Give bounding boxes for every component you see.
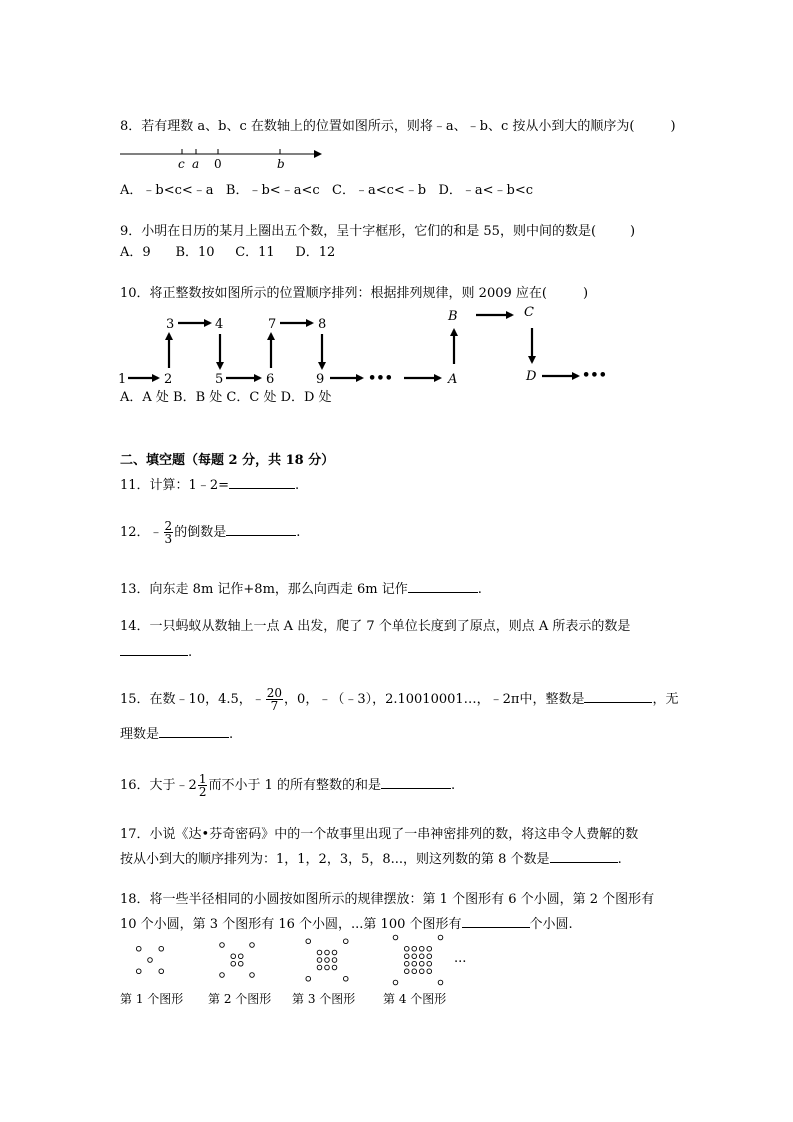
q16-fraction xyxy=(198,773,208,798)
q13-stem: 13．向东走 8m 记作+8m，那么向西走 6m 记作 xyxy=(120,582,408,597)
q10-num-7: 7 xyxy=(268,317,277,332)
q17-answer-blank xyxy=(550,848,618,863)
q15-tail: ，无 xyxy=(652,692,679,707)
q18-corner-circle xyxy=(343,976,348,981)
q15-integer-blank xyxy=(584,688,652,703)
q18-grid-circle xyxy=(419,961,424,966)
q18-grid-circle xyxy=(332,950,337,955)
q15-irrational-blank xyxy=(159,723,229,738)
q18-corner-circle xyxy=(393,980,398,985)
q18-grid-circle xyxy=(412,946,417,951)
q10-letter-a: A xyxy=(448,372,458,387)
q18-grid-circle xyxy=(332,965,337,970)
q18-corner-circle xyxy=(220,943,225,948)
q18-grid-circle xyxy=(238,961,243,966)
q8-number-line xyxy=(118,144,328,174)
q9-stem xyxy=(120,224,635,240)
q10-num-5: 5 xyxy=(215,372,224,387)
q10-num-1: 1 xyxy=(118,372,127,387)
q18-grid-circle xyxy=(427,961,432,966)
q18-ellipsis: ... xyxy=(454,951,467,966)
q12-prefix: 12．﹣ xyxy=(120,525,163,540)
q18-grid-circle xyxy=(404,961,409,966)
q10-stem-text: 10．将正整数按如图所示的位置顺序排列：根据排列规律，则 2009 应在( xyxy=(120,286,547,301)
q14-end: . xyxy=(188,645,193,660)
q18-corner-circle xyxy=(306,976,311,981)
q18-grid-circle xyxy=(412,961,417,966)
q11-stem: 11．计算：1﹣2= xyxy=(120,478,229,493)
q8-paren-close: ) xyxy=(670,119,676,134)
q15-mid: ，0，﹣（﹣3），2.10010001…，﹣2π中，整数是 xyxy=(284,692,585,707)
q18-caption-4: 第 4 个图形 xyxy=(383,992,447,1006)
q18-grid-circle xyxy=(317,965,322,970)
q17-line2 xyxy=(120,848,622,868)
q18-corner-circle xyxy=(136,969,141,974)
q10-num-3: 3 xyxy=(166,317,175,332)
q13 xyxy=(120,578,482,598)
q18-corner-circle xyxy=(250,943,255,948)
q18-grid-circle xyxy=(325,958,330,963)
q9-stem-text: 9．小明在日历的某月上圈出五个数，呈十字框形，它们的和是 55，则中间的数是( xyxy=(120,224,597,239)
q18-grid-circle xyxy=(325,950,330,955)
q18-grid-circle xyxy=(148,958,153,963)
q18-grid-circle xyxy=(427,954,432,959)
q9-options: A．9 B．10 C．11 D．12 xyxy=(120,245,336,260)
q18-caption-3: 第 3 个图形 xyxy=(292,992,356,1006)
q18-corner-circle xyxy=(438,935,443,940)
q11 xyxy=(120,474,299,494)
q14-line2 xyxy=(120,641,192,661)
q12-end: . xyxy=(296,525,301,540)
q12-denominator: 3 xyxy=(164,532,173,546)
q10-letter-d: D xyxy=(526,369,537,384)
q18-grid-circle xyxy=(404,946,409,951)
q16-end: . xyxy=(451,778,456,793)
q12-fraction xyxy=(164,520,174,545)
q18-grid-circle xyxy=(419,954,424,959)
q18-grid-circle xyxy=(427,969,432,974)
q8-label-b: b xyxy=(277,157,285,171)
q18-corner-circle xyxy=(306,939,311,944)
q18-grid-circle xyxy=(238,954,243,959)
q13-answer-blank xyxy=(408,578,478,593)
q15-line2 xyxy=(120,723,233,743)
q18-line1: 18．将一些半径相同的小圆按如图所示的规律摆放：第 1 个图形有 6 个小圆，第 2 个图形有 xyxy=(120,892,655,907)
q16-prefix: 16．大于﹣2 xyxy=(120,778,197,793)
q18-grid-circle xyxy=(419,946,424,951)
q18-corner-circle xyxy=(393,935,398,940)
q10-paren-close: ) xyxy=(582,286,589,301)
q15-line1 xyxy=(120,685,679,715)
q16-suffix: 而不小于 1 的所有整数的和是 xyxy=(208,778,382,793)
q18-corner-circle xyxy=(220,973,225,978)
q10-letter-c: C xyxy=(524,305,534,320)
q8-label-a: a xyxy=(192,157,200,171)
q12-answer-blank xyxy=(226,521,296,536)
q18-grid-circle xyxy=(427,946,432,951)
q10-num-2: 2 xyxy=(164,372,173,387)
q15-numerator: 20 xyxy=(266,686,283,700)
q15-line2-text: 理数是 xyxy=(120,727,160,742)
q18-caption-1: 第 1 个图形 xyxy=(120,992,184,1006)
q16-answer-blank xyxy=(381,774,451,789)
q18-grid-circle xyxy=(404,969,409,974)
q10-diagram xyxy=(112,300,612,392)
q16 xyxy=(120,771,455,801)
q10-ellipsis-2: ••• xyxy=(582,368,607,383)
q10-letter-b: B xyxy=(448,309,458,324)
q18-answer-blank xyxy=(462,913,530,928)
q15-fraction xyxy=(266,687,283,712)
q16-numerator: 1 xyxy=(198,772,207,786)
q10-num-9: 9 xyxy=(316,372,325,387)
q10-options: A．A 处 B．B 处 C．C 处 D．D 处 xyxy=(120,390,332,405)
q8-stem xyxy=(120,119,676,135)
q12-suffix: 的倒数是 xyxy=(174,525,227,540)
q8-label-c: c xyxy=(178,157,185,171)
q18-grid-circle xyxy=(412,954,417,959)
q17-line2-text: 按从小到大的顺序排列为：1，1，2，3，5，8...，则这列数的第 8 个数是 xyxy=(120,852,550,867)
q18-grid-circle xyxy=(325,965,330,970)
q18-figures xyxy=(110,930,490,990)
q10-num-6: 6 xyxy=(266,372,275,387)
q18-grid-circle xyxy=(317,950,322,955)
q18-corner-circle xyxy=(159,946,164,951)
q8-options: A．﹣b<c<﹣a B．﹣b<﹣a<c C．﹣a<c<﹣b D．﹣a<﹣b<c xyxy=(120,183,534,198)
q18-caption-2: 第 2 个图形 xyxy=(208,992,272,1006)
q12-numerator: 2 xyxy=(164,519,173,533)
q13-end: . xyxy=(477,582,482,597)
q18-circle-group xyxy=(136,935,442,985)
q16-denominator: 2 xyxy=(198,785,207,799)
q17-line1: 17．小说《达•芬奇密码》中的一个故事里出现了一串神密排列的数，将这串令人费解的数 xyxy=(120,827,639,842)
q18-corner-circle xyxy=(136,946,141,951)
q10-num-4: 4 xyxy=(215,317,224,332)
q18-line2a: 10 个小圆，第 3 个图形有 16 个小圆，...第 100 个图形有 xyxy=(120,917,462,932)
q18-corner-circle xyxy=(438,980,443,985)
q18-corner-circle xyxy=(159,969,164,974)
q18-grid-circle xyxy=(317,958,322,963)
q18-grid-circle xyxy=(231,954,236,959)
q11-answer-blank xyxy=(229,474,295,489)
q11-end: . xyxy=(294,478,300,493)
q15-denominator: 7 xyxy=(270,699,279,713)
q14-line1: 14．一只蚂蚁从数轴上一点 A 出发，爬了 7 个单位长度到了原点，则点 A 所表示的数是 xyxy=(120,619,631,634)
q18-line2b: 个小圆. xyxy=(529,917,573,932)
q18-corner-circle xyxy=(343,939,348,944)
q8-stem-text: 8．若有理数 a、b、c 在数轴上的位置如图所示，则将﹣a、﹣b、c 按从小到大的顺序为( xyxy=(120,119,635,134)
q18-grid-circle xyxy=(412,969,417,974)
q18-grid-circle xyxy=(404,954,409,959)
q18-grid-circle xyxy=(231,961,236,966)
q18-grid-circle xyxy=(332,958,337,963)
q17-end: . xyxy=(617,852,622,867)
q18-grid-circle xyxy=(419,969,424,974)
q10-ellipsis-1: ••• xyxy=(368,371,393,386)
section-2-title: 二、填空题（每题 2 分，共 18 分） xyxy=(120,453,335,468)
q18-corner-circle xyxy=(250,973,255,978)
q12 xyxy=(120,520,300,546)
q8-label-0: 0 xyxy=(214,157,222,171)
q15-end: . xyxy=(229,727,234,742)
q9-paren-close: ) xyxy=(630,224,636,239)
q15-prefix: 15．在数﹣10，4.5，﹣ xyxy=(120,692,265,707)
q10-num-8: 8 xyxy=(318,317,327,332)
q14-answer-blank xyxy=(120,641,188,656)
